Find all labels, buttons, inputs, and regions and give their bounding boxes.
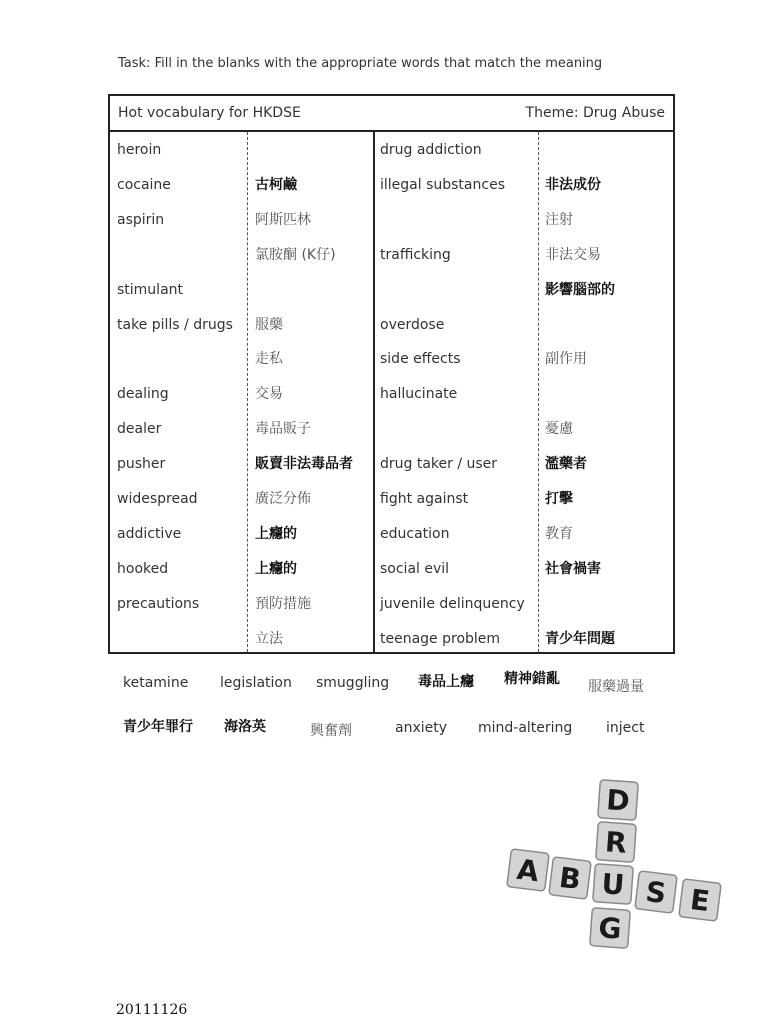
table-cell-zh1: 交易 [255,386,283,403]
table-cell-zh1: 走私 [255,351,283,368]
table-cell-en2: social evil [380,560,450,577]
table-cell-en2: teenage problem [380,630,501,647]
table-cell-zh1: 立法 [255,630,283,647]
word-bank-item: 青少年罪行 [123,719,193,735]
table-cell-en1: dealer [117,421,162,438]
word-bank-item: 毒品上癮 [418,674,474,690]
table-cell-zh1: 服藥 [255,316,283,333]
table-cell-en1: stimulant [117,281,184,298]
word-bank-item: anxiety [395,720,448,736]
table-cell-en2: drug taker / user [380,456,498,473]
table-cell-zh2: 打擊 [545,491,573,507]
logo-tile-across [635,871,677,913]
word-bank-item: legislation [220,675,292,691]
table-cell-en1: aspirin [117,211,165,228]
table-cell-zh2: 副作用 [545,351,587,368]
date-stamp: 20111126 [116,1002,188,1018]
logo-tile-across-letter: A [515,852,541,889]
table-cell-en1: widespread [117,491,198,507]
logo-tile-across [507,849,549,891]
table-cell-zh1: 預防措施 [255,595,311,612]
logo-tile-down [596,822,637,863]
table-cell-en2: illegal substances [380,176,505,193]
word-bank-item: 服藥過量 [588,679,644,695]
table-cell-en2: juvenile delinquency [380,595,525,612]
logo-tile-across-letter: B [557,860,583,897]
word-bank-item: mind-altering [478,720,573,736]
logo-tile-down [598,780,639,821]
table-cell-en2: trafficking [380,246,451,263]
table-cell-en2: side effects [380,351,461,368]
table-cell-en1: addictive [117,525,182,542]
table-cell-zh2: 非法交易 [545,246,601,263]
task-instruction: Task: Fill in the blanks with the appropriate words that match the meaning [118,56,603,71]
word-bank-item: 興奮劑 [310,723,352,739]
vocabulary-table [108,94,675,654]
logo-tile-down-letter: R [604,825,628,860]
logo-tile-down-letter: G [597,911,623,946]
table-cell-zh2: 影響腦部的 [545,281,615,298]
column-divider [373,132,375,652]
table-cell-zh2: 濫藥者 [545,456,587,473]
table-cell-zh1: 古柯鹼 [255,176,297,193]
table-cell-zh1: 上癮的 [255,525,297,542]
header-title: Hot vocabulary for HKDSE [118,105,301,121]
table-cell-zh1: 氯胺酮 (K仔) [255,246,336,263]
dashed-divider-right [538,132,539,652]
table-cell-zh2: 教育 [545,525,573,542]
table-cell-zh2: 社會禍害 [545,560,601,577]
header-theme: Theme: Drug Abuse [525,105,665,121]
logo-tile-across [679,879,721,921]
logo-tile-across-letter: S [643,874,668,911]
table-cell-en1: heroin [117,142,162,158]
table-cell-en1: cocaine [117,176,171,193]
word-bank-item: 精神錯亂 [504,671,560,687]
logo-tile-down-letter: U [600,867,626,902]
table-cell-en1: pusher [117,456,166,473]
logo-tile-across [549,857,591,899]
table-cell-zh2: 非法成份 [545,176,601,193]
table-cell-en1: precautions [117,595,200,612]
table-cell-zh1: 上癮的 [255,560,297,577]
table-cell-zh1: 阿斯匹林 [255,211,311,228]
logo-tile-down-letter: D [605,783,631,818]
table-cell-zh1: 廣泛分佈 [255,491,311,507]
drug-abuse-logo [488,770,748,980]
logo-tile-down [593,864,634,905]
word-bank-item: ketamine [123,675,189,691]
table-header [110,96,673,132]
logo-tile-across-letter: E [688,882,712,919]
table-cell-zh2: 注射 [545,211,573,228]
table-cell-en1: take pills / drugs [117,316,233,333]
table-cell-zh1: 販賣非法毒品者 [255,456,353,473]
word-bank-item: 海洛英 [224,719,266,735]
table-cell-en2: education [380,525,450,542]
table-cell-en1: dealing [117,386,169,403]
table-cell-en2: hallucinate [380,386,458,403]
logo-tile-down [590,908,631,949]
dashed-divider-left [247,132,248,652]
table-cell-en2: overdose [380,316,445,333]
table-cell-en2: fight against [380,491,469,507]
table-cell-en2: drug addiction [380,142,482,158]
word-bank-item: smuggling [316,675,390,691]
table-cell-zh1: 毒品販子 [255,421,311,438]
word-bank-item: inject [606,720,645,736]
table-cell-zh2: 憂慮 [545,421,573,438]
table-cell-en1: hooked [117,560,169,577]
table-cell-zh2: 青少年問題 [545,630,615,647]
